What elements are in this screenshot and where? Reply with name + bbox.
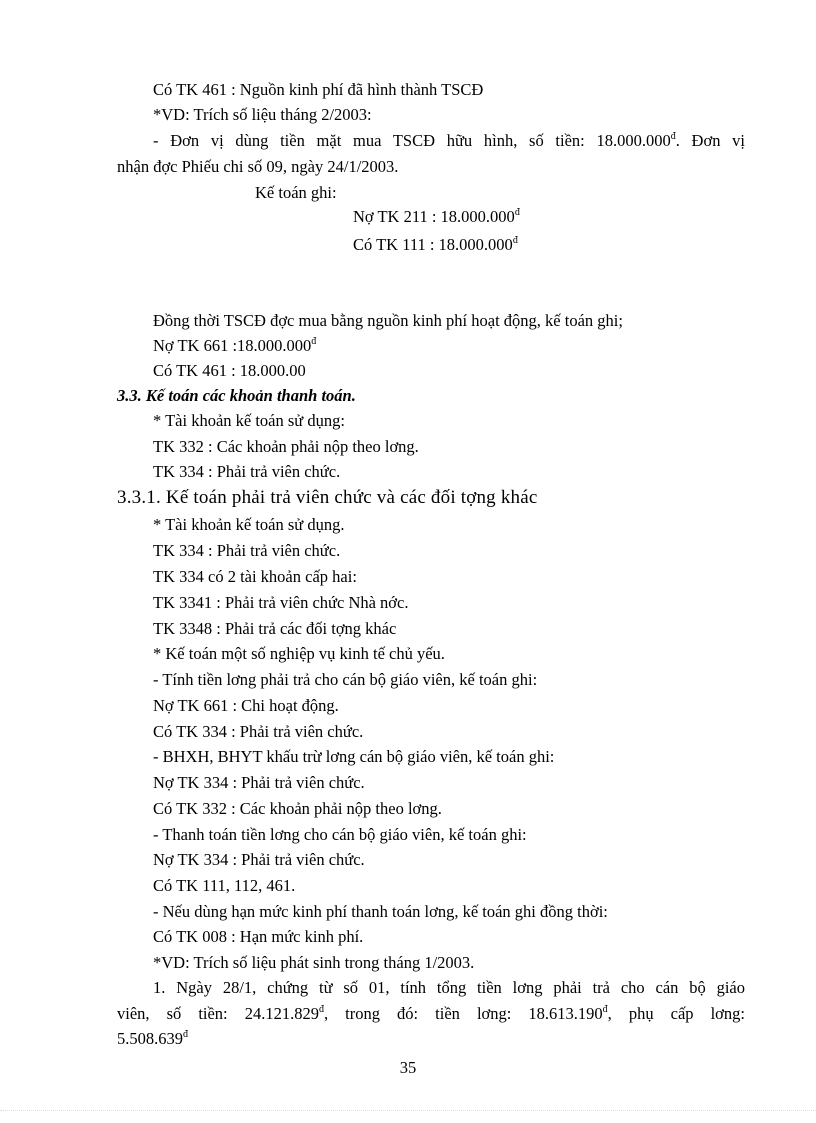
text-line-34: $5.508.639^đ$ [117,1029,188,1048]
text-line-20: - Tính tiền lơng phải trả cho cán bộ giáo viên, kế toán ghi: [153,670,538,689]
text-line-7: Có TK 111 : $18.000.000^đ$ [353,235,518,254]
text-line-14: * Tài khoản kế toán sử dụng. [153,515,345,534]
text-line-28: Có TK 111, 112, 461. [153,876,296,895]
text-line-17: TK 3341 : Phải trả viên chức Nhà nớc. [153,593,409,612]
text-line-2: *VD: Trích số liệu tháng 2/2003: [153,105,372,124]
text-line-21: Nợ TK 661 : Chi hoạt động. [153,696,339,715]
text-line-12: TK 332 : Các khoản phải nộp theo lơng. [153,437,419,456]
section-heading-3-3: 3.3. Kế toán các khoản thanh toán. [117,386,356,405]
text-line-1: Có TK 461 : Nguồn kinh phí đã hình thành TSCĐ [153,80,484,99]
text-line-32: 1. Ngày 28/1, chứng từ số 01, tính tổng tiền lơng phải trả cho cán bộ giáo [153,978,745,997]
text-line-19: * Kế toán một số nghiệp vụ kinh tế chủ yếu. [153,644,445,663]
text-line-4: nhận đợc Phiếu chi số 09, ngày 24/1/2003. [117,157,399,176]
text-line-22: Có TK 334 : Phải trả viên chức. [153,722,364,741]
text-line-31: *VD: Trích số liệu phát sinh trong tháng 1/2003. [153,953,475,972]
text-line-33: viên, số tiền: $24.121.829^đ$, trong đó: tiền lơng: $18.613.190^đ$, phụ cấp lơng: [117,1004,745,1023]
text-line-24: Nợ TK 334 : Phải trả viên chức. [153,773,365,792]
text-line-27: Nợ TK 334 : Phải trả viên chức. [153,850,365,869]
text-line-30: Có TK 008 : Hạn mức kinh phí. [153,927,364,946]
page-number: 35 [399,1058,417,1077]
text-line-15: TK 334 : Phải trả viên chức. [153,541,341,560]
text-line-16: TK 334 có 2 tài khoản cấp hai: [153,567,357,586]
text-line-10: Có TK 461 : 18.000.00 [153,361,306,380]
section-heading-3-3-1: 3.3.1. Kế toán phải trả viên chức và các đối tợng khác [117,487,538,508]
text-line-23: - BHXH, BHYT khấu trừ lơng cán bộ giáo viên, kế toán ghi: [153,747,555,766]
text-line-26: - Thanh toán tiền lơng cho cán bộ giáo viên, kế toán ghi: [153,825,527,844]
text-line-25: Có TK 332 : Các khoản phải nộp theo lơng. [153,799,442,818]
footer-dotted-divider [0,1110,816,1111]
text-line-11: * Tài khoản kế toán sử dụng: [153,411,345,430]
text-line-29: - Nếu dùng hạn mức kinh phí thanh toán lơng, kế toán ghi đồng thời: [153,902,608,921]
text-line-18: TK 3348 : Phải trả các đối tợng khác [153,619,397,638]
text-line-3: - Đơn vị dùng tiền mặt mua TSCĐ hữu hình, số tiền: $18.000.000^đ$. Đơn vị [153,131,745,150]
text-line-9: Nợ TK 661 $:18.000.000^đ$ [153,336,317,355]
text-line-5: Kế toán ghi: [255,183,337,202]
text-line-6: Nợ TK 211 : $18.000.000^đ$ [353,207,520,226]
text-line-8: Đồng thời TSCĐ đợc mua bằng nguồn kinh phí hoạt động, kế toán ghi; [153,311,623,330]
text-line-13: TK 334 : Phải trả viên chức. [153,462,341,481]
